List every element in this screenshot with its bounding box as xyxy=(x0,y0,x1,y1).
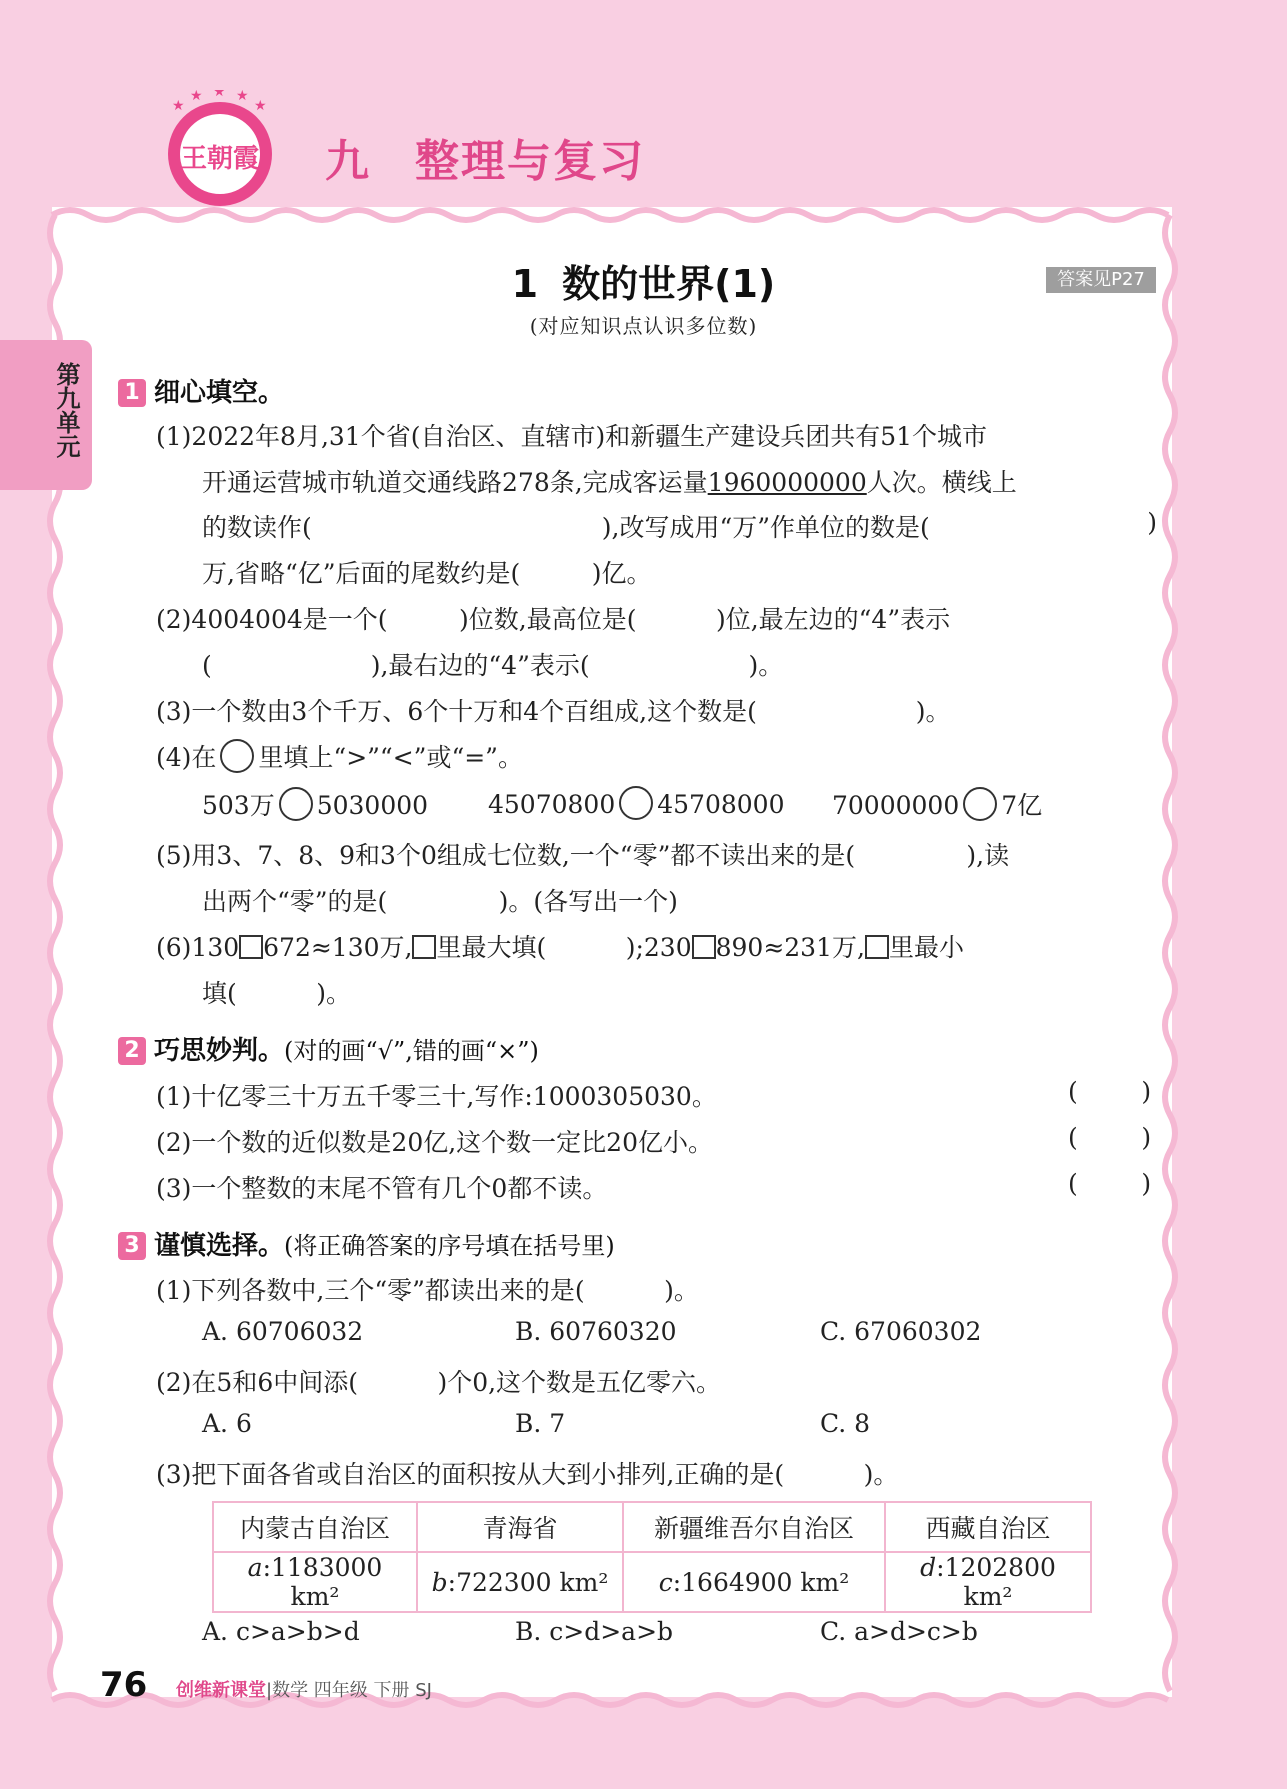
compare-1-right: 5030000 xyxy=(316,791,429,820)
area-table-header: 内蒙古自治区 xyxy=(213,1502,417,1552)
lesson-number: 1 xyxy=(511,262,539,306)
q5-line-1: (5)用3、7、8、9和3个0组成七位数,一个“零”都不读出来的是( ),读 xyxy=(156,841,1010,870)
compare-3-right: 7亿 xyxy=(1001,791,1043,820)
area-letter: c xyxy=(658,1567,673,1597)
choice-q3-option-a[interactable]: A. c>a>b>d xyxy=(202,1617,360,1646)
section-2-heading xyxy=(118,1030,539,1067)
compare-3-left: 70000000 xyxy=(832,791,960,820)
q6-text-d: 890≈231万, xyxy=(715,933,865,962)
blank-box-icon xyxy=(865,935,889,959)
q1-line-2 xyxy=(202,463,1017,499)
q4-text-b: 里填上“>”“<”或“=”。 xyxy=(258,743,523,772)
judge-item-3: (3)一个整数的末尾不管有几个0都不读。 xyxy=(156,1174,608,1203)
q1-line-3-c: ) xyxy=(1147,508,1157,537)
q1-line-1: (1)2022年8月,31个省(自治区、直辖市)和新疆生产建设兵团共有51个城市 xyxy=(156,422,988,451)
area-table-cell xyxy=(623,1552,885,1612)
svg-text:★: ★ xyxy=(190,90,203,104)
blank-box-icon xyxy=(692,935,716,959)
area-letter: b xyxy=(431,1567,448,1597)
page-number: 76 xyxy=(100,1665,148,1705)
unit-title xyxy=(325,125,645,189)
q6-text-c: 里最大填( );230 xyxy=(436,933,692,962)
choice-q2-option-b[interactable]: B. 7 xyxy=(515,1409,566,1438)
compare-2-circle[interactable] xyxy=(619,786,653,820)
blank-box-icon xyxy=(412,935,436,959)
area-table-cell xyxy=(885,1552,1091,1612)
q6-line-2: 填( )。 xyxy=(202,979,351,1008)
section-3-heading xyxy=(118,1225,615,1262)
choice-q3-option-c[interactable]: C. a>d>c>b xyxy=(820,1617,978,1646)
compare-2-left: 45070800 xyxy=(488,790,616,819)
unit-name: 整理与复习 xyxy=(415,136,645,187)
choice-q2-option-a[interactable]: A. 6 xyxy=(202,1409,252,1438)
q6-text-e: 里最小 xyxy=(888,933,964,962)
compare-2 xyxy=(488,786,785,820)
area-letter: a xyxy=(247,1553,263,1582)
q1-line-2-b: 人次。横线上 xyxy=(866,468,1017,497)
judge-item-2-bracket[interactable]: ( ) xyxy=(1068,1123,1152,1152)
choice-q1-option-a[interactable]: A. 60706032 xyxy=(202,1317,364,1346)
q4-text-a: (4)在 xyxy=(156,743,217,772)
compare-3-circle[interactable] xyxy=(963,787,997,821)
judge-item-1-bracket[interactable]: ( ) xyxy=(1068,1077,1152,1106)
answer-reference-tag: 答案见P27 xyxy=(1046,267,1156,293)
compare-2-right: 45708000 xyxy=(657,790,785,819)
compare-circle-icon xyxy=(220,739,254,773)
lesson-subtitle: (对应知识点认识多位数) xyxy=(529,314,758,338)
logo-text: 王朝霞 xyxy=(180,144,259,174)
area-table-header-row xyxy=(213,1502,1091,1552)
judge-item-3-bracket[interactable]: ( ) xyxy=(1068,1169,1152,1198)
unit-number: 九 xyxy=(325,136,371,187)
q1-line-4: 万,省略“亿”后面的尾数约是( )亿。 xyxy=(202,559,652,588)
lesson-name: 数的世界(1) xyxy=(562,262,776,306)
q3-line: (3)一个数由3个千万、6个十万和4个百组成,这个数是( )。 xyxy=(156,697,951,726)
section-3-title: 谨慎选择。 xyxy=(154,1231,285,1261)
area-value: :1202800 km² xyxy=(936,1553,1056,1611)
footer-info: |数学 四年级 下册 SJ xyxy=(266,1680,432,1701)
area-table-header: 新疆维吾尔自治区 xyxy=(623,1502,885,1552)
svg-text:★: ★ xyxy=(236,90,249,104)
unit-side-tab-label: 第九单元 xyxy=(52,362,80,458)
judge-item-2: (2)一个数的近似数是20亿,这个数一定比20亿小。 xyxy=(156,1128,713,1157)
section-1-heading xyxy=(118,372,284,409)
section-3-note: (将正确答案的序号填在括号里) xyxy=(284,1232,615,1260)
area-table-cell xyxy=(417,1552,623,1612)
footer-brand: 创维新课堂 xyxy=(176,1680,266,1701)
judge-item-1: (1)十亿零三十万五千零三十,写作:1000305030。 xyxy=(156,1082,717,1111)
svg-text:★: ★ xyxy=(254,98,267,114)
choice-q2: (2)在5和6中间添( )个0,这个数是五亿零六。 xyxy=(156,1368,722,1397)
section-2-title: 巧思妙判。 xyxy=(154,1036,285,1066)
area-table xyxy=(212,1501,1092,1613)
page-footer xyxy=(176,1676,432,1702)
q1-line-2-a: 开通运营城市轨道交通线路278条,完成客运量 xyxy=(202,468,708,497)
choice-q3-option-b[interactable]: B. c>d>a>b xyxy=(515,1617,674,1646)
q2-line-1: (2)4004004是一个( )位数,最高位是( )位,最左边的“4”表示 xyxy=(156,605,951,634)
svg-text:★: ★ xyxy=(172,98,185,114)
section-2-note: (对的画“√”,错的画“×”) xyxy=(284,1037,539,1065)
section-3-badge: 3 xyxy=(118,1232,146,1260)
area-table-header: 青海省 xyxy=(417,1502,623,1552)
q1-line-3 xyxy=(202,508,1157,544)
choice-q1: (1)下列各数中,三个“零”都读出来的是( )。 xyxy=(156,1276,699,1305)
q1-line-3-b: ),改写成用“万”作单位的数是( xyxy=(601,513,930,542)
area-table-cell xyxy=(213,1552,417,1612)
compare-1 xyxy=(202,786,428,822)
section-1-title: 细心填空。 xyxy=(154,378,285,408)
choice-q2-option-c[interactable]: C. 8 xyxy=(820,1409,871,1438)
q1-underlined-number: 1960000000 xyxy=(707,468,867,497)
choice-q3: (3)把下面各省或自治区的面积按从大到小排列,正确的是( )。 xyxy=(156,1460,899,1489)
area-letter: d xyxy=(920,1553,937,1582)
q5-line-2: 出两个“零”的是( )。(各写出一个) xyxy=(202,887,678,916)
q6-line-1 xyxy=(156,928,964,964)
q6-text-a: (6)130 xyxy=(156,933,240,962)
q6-text-b: 672≈130万, xyxy=(263,933,413,962)
q1-line-3-a: 的数读作( xyxy=(202,513,312,542)
q4-line xyxy=(156,738,523,774)
blank-box-icon xyxy=(239,935,263,959)
area-table-header: 西藏自治区 xyxy=(885,1502,1091,1552)
svg-text:★: ★ xyxy=(213,90,226,100)
area-value: :722300 km² xyxy=(447,1567,609,1597)
area-value: :1664900 km² xyxy=(672,1567,850,1597)
choice-q1-option-c[interactable]: C. 67060302 xyxy=(820,1317,982,1346)
area-table-value-row xyxy=(213,1552,1091,1612)
compare-1-circle[interactable] xyxy=(279,787,313,821)
q2-line-2: ( ),最右边的“4”表示( )。 xyxy=(202,651,784,680)
choice-q1-option-b[interactable]: B. 60760320 xyxy=(515,1317,677,1346)
section-2-badge: 2 xyxy=(118,1037,146,1065)
section-1-badge: 1 xyxy=(118,379,146,407)
area-value: :1183000 km² xyxy=(262,1553,383,1611)
publisher-logo xyxy=(160,90,280,210)
compare-3 xyxy=(832,786,1042,822)
compare-1-left: 503万 xyxy=(202,791,275,820)
